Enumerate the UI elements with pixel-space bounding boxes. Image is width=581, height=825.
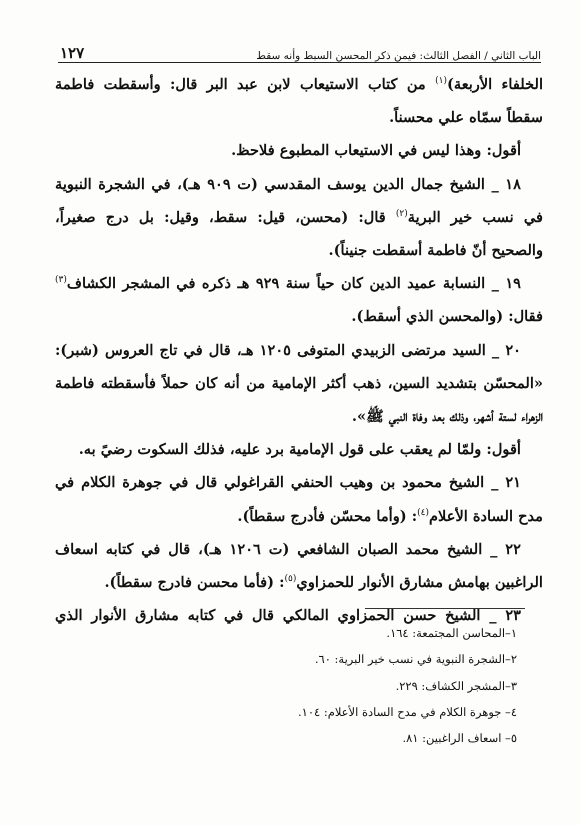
text-line	[55, 334, 543, 367]
text-line	[55, 234, 543, 267]
text-segment: ٢٠ _ السيد مرتضى الزبيدي المتوفى ١٢٠٥ هـ، قال في تاج العروس (شبر):	[55, 341, 521, 359]
text-segment: والصحيح أنّ فاطمة أسقطت جنيناً).	[328, 242, 543, 260]
footnote: ٣–المشجر الكشاف: ٢٢٩.	[395, 678, 517, 693]
footnote-marker: (٢)	[395, 208, 408, 219]
text-line	[55, 533, 543, 566]
footnote-divider	[365, 608, 525, 609]
footnote: ٥– اسعاف الراغبين: ٨١.	[402, 731, 517, 746]
text-segment: أقول: وهذا ليس في الاستيعاب المطبوع فلاحظ.	[231, 142, 521, 160]
text-line	[55, 367, 543, 400]
footnote-marker: (٥)	[284, 574, 297, 585]
text-line	[55, 566, 543, 599]
text-segment: في نسب خير البرية	[407, 208, 543, 226]
running-header	[58, 40, 541, 63]
footnotes	[77, 620, 517, 751]
text-line	[55, 300, 543, 333]
body-text	[55, 68, 543, 632]
text-segment: فقال: (والمحسن الذي أسقط).	[351, 308, 543, 326]
text-line	[55, 400, 543, 433]
footnote: ٢–الشجرة النبوية في نسب خير البرية: ٦٠.	[314, 652, 517, 667]
text-segment: مدح السادة الأعلام	[429, 507, 543, 525]
text-segment: الخلفاء الأربعة)	[446, 76, 543, 93]
text-segment: سقطاً سمّاه علي محسناً.	[389, 109, 543, 127]
text-segment: الراغبين بهامش مشارق الأنوار للحمزاوي	[296, 574, 543, 592]
text-line	[55, 134, 543, 167]
text-segment: ٢٢ _ الشيخ محمد الصبان الشافعي (ت ١٢٠٦ هـ)، قال في كتابه اسعاف	[55, 540, 521, 558]
text-segment: ٢٣ _ الشيخ حسن الحمزاوي المالكي قال في كتابه مشارق الأنوار الذي	[55, 607, 521, 625]
text-segment: ١٩ _ النسابة عميد الدين كان حياً سنة ٩٢٩ هـ ذكره في المشجر الكشاف	[66, 275, 521, 293]
text-segment: ١٨ _ الشيخ جمال الدين يوسف المقدسي (ت ٩٠٩ هـ)، في الشجرة النبوية	[55, 175, 521, 193]
text-line	[55, 201, 543, 234]
text-line	[55, 267, 543, 300]
text-line	[55, 500, 543, 533]
chapter-title: الباب الثاني / الفصل الثالث: فيمن ذكر المحسن السبط وأنه سقط	[256, 50, 541, 62]
text-line	[55, 466, 543, 499]
text-line	[55, 68, 543, 101]
footnote: ١–المحاسن المجتمعة: ١٦٤.	[386, 626, 517, 640]
text-segment: أقول: ولمّا لم يعقب على قول الإمامية برد عليه، فذلك السكوت رضيً به.	[78, 441, 521, 459]
text-line	[55, 168, 543, 201]
text-segment: : (فأما محسن فادرج سقطاً).	[104, 574, 285, 592]
footnote-marker: (٣)	[55, 275, 67, 286]
text-segment: ٢١ _ الشيخ محمود بن وهيب الحنفي القراغولي قال في جوهرة الكلام في	[55, 474, 521, 492]
footnote-marker: (١)	[435, 76, 447, 87]
text-segment: من كتاب الاستيعاب لابن عبد البر قال: وأسقطت فاطمة	[55, 76, 436, 93]
text-segment: «المحسّن بتشديد السين، ذهب أكثر الإمامية من أنه كان حملاً فأسقطته فاطمة	[55, 374, 543, 392]
footnote: ٤– جوهرة الكلام في مدح السادة الأعلام: ١٠٤.	[297, 704, 517, 719]
text-line	[55, 101, 543, 134]
text-segment: : (وأما محسّن فأدرج سقطاً).	[237, 507, 418, 525]
footnote-marker: (٤)	[417, 507, 429, 518]
text-segment: قال: (محسن، قيل: سقط، وقيل: بل درج صغيراً،	[55, 208, 396, 226]
text-line	[55, 433, 543, 466]
text-segment: الزهراء لستة أشهر، وذلك بعد وفاة النبي ﷺ».	[351, 408, 543, 426]
page-number: ١٢٧	[60, 44, 85, 62]
